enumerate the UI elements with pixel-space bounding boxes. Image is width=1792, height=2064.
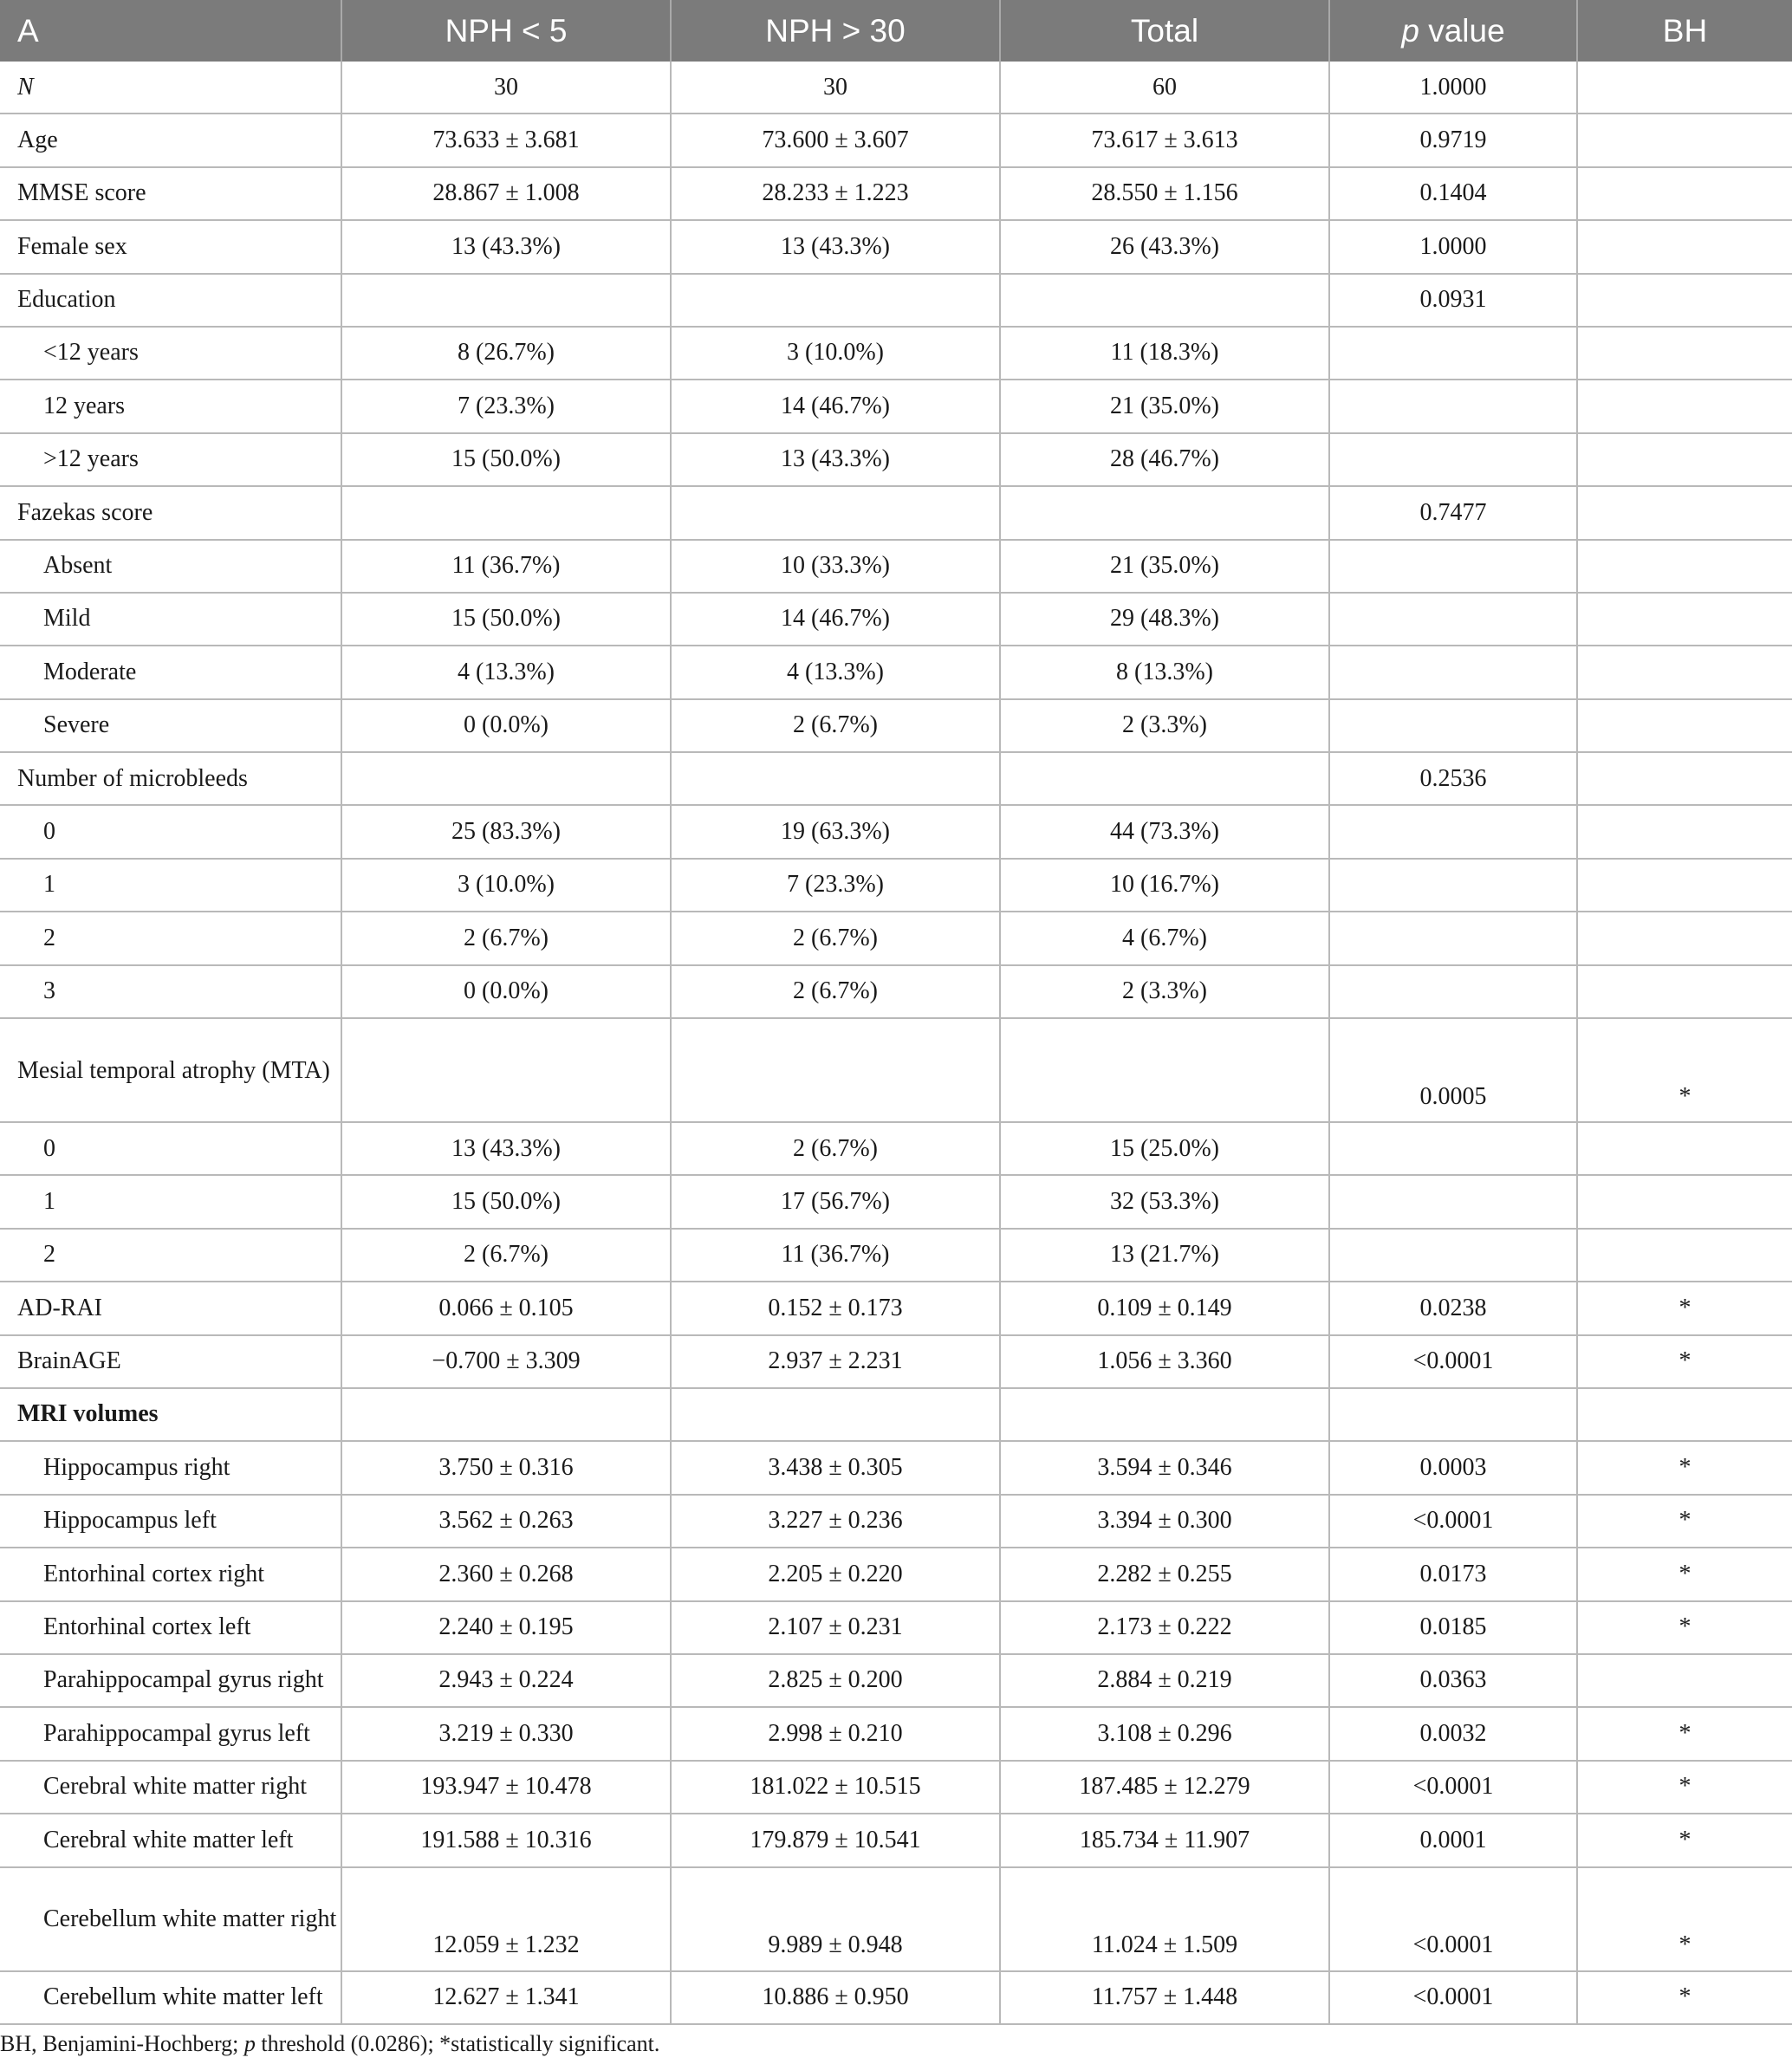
cell-nph-high: 19 (63.3%) bbox=[671, 805, 1000, 858]
cell-nph-high: 181.022 ± 10.515 bbox=[671, 1761, 1000, 1814]
cell-nph-low: 73.633 ± 3.681 bbox=[341, 114, 671, 166]
table-row bbox=[0, 859, 1792, 912]
row-label: Age bbox=[0, 114, 341, 166]
table-row bbox=[0, 1867, 1792, 1971]
cell-bh bbox=[1577, 540, 1792, 593]
cell-nph-high: 3.227 ± 0.236 bbox=[671, 1495, 1000, 1548]
cell-nph-high: 9.989 ± 0.948 bbox=[671, 1867, 1000, 1971]
cell-total: 3.394 ± 0.300 bbox=[1000, 1495, 1329, 1548]
cell-nph-low: 2 (6.7%) bbox=[341, 1229, 671, 1282]
table-row bbox=[0, 699, 1792, 752]
cell-total: 21 (35.0%) bbox=[1000, 540, 1329, 593]
cell-bh bbox=[1577, 167, 1792, 220]
header-p-italic: p bbox=[1401, 12, 1419, 49]
cell-nph-high: 11 (36.7%) bbox=[671, 1229, 1000, 1282]
row-label: Education bbox=[0, 274, 341, 327]
cell-bh bbox=[1577, 593, 1792, 646]
cell-bh: * bbox=[1577, 1548, 1792, 1600]
cell-total: 10 (16.7%) bbox=[1000, 859, 1329, 912]
cell-p-value: <0.0001 bbox=[1329, 1495, 1577, 1548]
cell-bh bbox=[1577, 1388, 1792, 1441]
cell-bh bbox=[1577, 752, 1792, 805]
table-row bbox=[0, 540, 1792, 593]
cell-bh bbox=[1577, 380, 1792, 432]
cell-nph-low: 2.240 ± 0.195 bbox=[341, 1601, 671, 1654]
cell-p-value: 0.0363 bbox=[1329, 1654, 1577, 1707]
cell-p-value: 0.0238 bbox=[1329, 1282, 1577, 1334]
cell-bh bbox=[1577, 1654, 1792, 1707]
table-row bbox=[0, 62, 1792, 114]
cell-bh: * bbox=[1577, 1441, 1792, 1494]
cell-total: 8 (13.3%) bbox=[1000, 646, 1329, 698]
row-label: Parahippocampal gyrus left bbox=[0, 1707, 341, 1760]
cell-nph-high: 3.438 ± 0.305 bbox=[671, 1441, 1000, 1494]
row-label: Cerebral white matter left bbox=[0, 1814, 341, 1866]
cell-p-value bbox=[1329, 1175, 1577, 1228]
cell-p-value: <0.0001 bbox=[1329, 1971, 1577, 2024]
cell-nph-high: 30 bbox=[671, 62, 1000, 114]
table-row bbox=[0, 1707, 1792, 1760]
cell-nph-low: 11 (36.7%) bbox=[341, 540, 671, 593]
cell-bh bbox=[1577, 646, 1792, 698]
cell-nph-low bbox=[341, 752, 671, 805]
table-row bbox=[0, 1335, 1792, 1388]
row-label: N bbox=[0, 62, 341, 114]
cell-total: 11.024 ± 1.509 bbox=[1000, 1867, 1329, 1971]
cell-p-value bbox=[1329, 805, 1577, 858]
cell-nph-high bbox=[671, 1388, 1000, 1441]
header-nph-low: NPH < 5 bbox=[341, 0, 671, 62]
cell-p-value bbox=[1329, 699, 1577, 752]
cell-bh bbox=[1577, 1175, 1792, 1228]
row-label: MMSE score bbox=[0, 167, 341, 220]
table-row bbox=[0, 1388, 1792, 1441]
table-header-row bbox=[0, 0, 1792, 62]
row-label: 0 bbox=[0, 1122, 341, 1175]
row-label: Fazekas score bbox=[0, 486, 341, 539]
cell-nph-high: 2.825 ± 0.200 bbox=[671, 1654, 1000, 1707]
cell-total bbox=[1000, 1018, 1329, 1122]
cell-total: 1.056 ± 3.360 bbox=[1000, 1335, 1329, 1388]
header-bh: BH bbox=[1577, 0, 1792, 62]
row-label: Mild bbox=[0, 593, 341, 646]
row-label: Cerebellum white matter right bbox=[0, 1867, 341, 1971]
row-label: Hippocampus left bbox=[0, 1495, 341, 1548]
cell-p-value bbox=[1329, 433, 1577, 486]
cell-bh: * bbox=[1577, 1282, 1792, 1334]
cell-nph-high: 7 (23.3%) bbox=[671, 859, 1000, 912]
cell-total: 60 bbox=[1000, 62, 1329, 114]
cell-bh: * bbox=[1577, 1335, 1792, 1388]
cell-total: 21 (35.0%) bbox=[1000, 380, 1329, 432]
cell-nph-low: −0.700 ± 3.309 bbox=[341, 1335, 671, 1388]
cell-nph-high: 2 (6.7%) bbox=[671, 965, 1000, 1018]
cell-bh bbox=[1577, 1229, 1792, 1282]
cell-nph-low: 12.059 ± 1.232 bbox=[341, 1867, 671, 1971]
table-row bbox=[0, 486, 1792, 539]
cell-nph-high bbox=[671, 1018, 1000, 1122]
cell-bh: * bbox=[1577, 1761, 1792, 1814]
cell-bh bbox=[1577, 62, 1792, 114]
row-label: 2 bbox=[0, 912, 341, 964]
cell-nph-low: 8 (26.7%) bbox=[341, 327, 671, 380]
cell-p-value bbox=[1329, 327, 1577, 380]
table-row bbox=[0, 646, 1792, 698]
header-p-value bbox=[1329, 0, 1577, 62]
cell-nph-low: 13 (43.3%) bbox=[341, 220, 671, 273]
cell-p-value bbox=[1329, 965, 1577, 1018]
cell-total: 29 (48.3%) bbox=[1000, 593, 1329, 646]
cell-p-value bbox=[1329, 646, 1577, 698]
cell-total: 26 (43.3%) bbox=[1000, 220, 1329, 273]
row-label: >12 years bbox=[0, 433, 341, 486]
row-label: 2 bbox=[0, 1229, 341, 1282]
cell-total: 73.617 ± 3.613 bbox=[1000, 114, 1329, 166]
table-row bbox=[0, 1495, 1792, 1548]
cell-total bbox=[1000, 274, 1329, 327]
header-panel-label: A bbox=[0, 0, 341, 62]
cell-nph-low: 28.867 ± 1.008 bbox=[341, 167, 671, 220]
table-row bbox=[0, 380, 1792, 432]
table-row bbox=[0, 1122, 1792, 1175]
cell-nph-low: 193.947 ± 10.478 bbox=[341, 1761, 671, 1814]
cell-p-value: 1.0000 bbox=[1329, 62, 1577, 114]
cell-p-value: <0.0001 bbox=[1329, 1761, 1577, 1814]
cell-total: 0.109 ± 0.149 bbox=[1000, 1282, 1329, 1334]
cell-total: 2 (3.3%) bbox=[1000, 965, 1329, 1018]
cell-p-value bbox=[1329, 1122, 1577, 1175]
row-label: MRI volumes bbox=[0, 1388, 341, 1441]
table-row bbox=[0, 114, 1792, 166]
row-label: Cerebellum white matter left bbox=[0, 1971, 341, 2024]
cell-p-value bbox=[1329, 593, 1577, 646]
footnote-part2: threshold (0.0286); *statistically significant. bbox=[255, 2031, 660, 2056]
cell-bh bbox=[1577, 274, 1792, 327]
cell-bh bbox=[1577, 1122, 1792, 1175]
cell-bh bbox=[1577, 220, 1792, 273]
table-footnote bbox=[0, 2031, 659, 2057]
cell-nph-high bbox=[671, 752, 1000, 805]
table-row bbox=[0, 912, 1792, 964]
cell-nph-low: 3.562 ± 0.263 bbox=[341, 1495, 671, 1548]
cell-bh bbox=[1577, 114, 1792, 166]
cell-nph-low: 13 (43.3%) bbox=[341, 1122, 671, 1175]
cell-nph-high bbox=[671, 274, 1000, 327]
cell-p-value: 0.0003 bbox=[1329, 1441, 1577, 1494]
cell-p-value: <0.0001 bbox=[1329, 1867, 1577, 1971]
cell-total: 44 (73.3%) bbox=[1000, 805, 1329, 858]
cell-nph-low: 191.588 ± 10.316 bbox=[341, 1814, 671, 1866]
cell-bh bbox=[1577, 912, 1792, 964]
cell-nph-high: 0.152 ± 0.173 bbox=[671, 1282, 1000, 1334]
cell-nph-high bbox=[671, 486, 1000, 539]
table-row bbox=[0, 805, 1792, 858]
cell-bh bbox=[1577, 486, 1792, 539]
cell-p-value: 0.0173 bbox=[1329, 1548, 1577, 1600]
table-row bbox=[0, 593, 1792, 646]
row-label: Mesial temporal atrophy (MTA) bbox=[0, 1018, 341, 1122]
cell-nph-high: 10.886 ± 0.950 bbox=[671, 1971, 1000, 2024]
row-label: AD-RAI bbox=[0, 1282, 341, 1334]
cell-p-value bbox=[1329, 1388, 1577, 1441]
cell-nph-high: 2 (6.7%) bbox=[671, 1122, 1000, 1175]
table-row bbox=[0, 1175, 1792, 1228]
cell-p-value: 0.0032 bbox=[1329, 1707, 1577, 1760]
cell-nph-high: 73.600 ± 3.607 bbox=[671, 114, 1000, 166]
cell-nph-high: 2 (6.7%) bbox=[671, 699, 1000, 752]
cell-nph-low: 0.066 ± 0.105 bbox=[341, 1282, 671, 1334]
table-row bbox=[0, 1654, 1792, 1707]
cell-nph-low bbox=[341, 1388, 671, 1441]
cell-bh: * bbox=[1577, 1867, 1792, 1971]
table-row bbox=[0, 1018, 1792, 1122]
cell-nph-low: 7 (23.3%) bbox=[341, 380, 671, 432]
table-row bbox=[0, 1814, 1792, 1866]
cell-nph-low: 15 (50.0%) bbox=[341, 1175, 671, 1228]
cell-p-value: 0.0185 bbox=[1329, 1601, 1577, 1654]
row-label: Severe bbox=[0, 699, 341, 752]
cell-nph-high: 2.205 ± 0.220 bbox=[671, 1548, 1000, 1600]
cell-p-value: 0.0931 bbox=[1329, 274, 1577, 327]
cell-total bbox=[1000, 486, 1329, 539]
cell-total: 2.884 ± 0.219 bbox=[1000, 1654, 1329, 1707]
cell-total: 13 (21.7%) bbox=[1000, 1229, 1329, 1282]
cell-bh bbox=[1577, 327, 1792, 380]
cell-p-value: 1.0000 bbox=[1329, 220, 1577, 273]
cell-nph-low: 3.219 ± 0.330 bbox=[341, 1707, 671, 1760]
cell-p-value: 0.9719 bbox=[1329, 114, 1577, 166]
cell-total: 32 (53.3%) bbox=[1000, 1175, 1329, 1228]
cell-nph-high: 10 (33.3%) bbox=[671, 540, 1000, 593]
cell-total: 2.173 ± 0.222 bbox=[1000, 1601, 1329, 1654]
table-row bbox=[0, 1761, 1792, 1814]
cell-bh: * bbox=[1577, 1601, 1792, 1654]
cell-bh: * bbox=[1577, 1495, 1792, 1548]
cell-nph-low: 3 (10.0%) bbox=[341, 859, 671, 912]
cell-nph-high: 3 (10.0%) bbox=[671, 327, 1000, 380]
table-row bbox=[0, 752, 1792, 805]
cell-nph-high: 2.998 ± 0.210 bbox=[671, 1707, 1000, 1760]
row-label: Number of microbleeds bbox=[0, 752, 341, 805]
cell-bh: * bbox=[1577, 1814, 1792, 1866]
cell-nph-high: 13 (43.3%) bbox=[671, 220, 1000, 273]
row-label: 12 years bbox=[0, 380, 341, 432]
row-label: 1 bbox=[0, 1175, 341, 1228]
cell-nph-low: 3.750 ± 0.316 bbox=[341, 1441, 671, 1494]
cell-nph-high: 4 (13.3%) bbox=[671, 646, 1000, 698]
cell-nph-high: 2.107 ± 0.231 bbox=[671, 1601, 1000, 1654]
table-row bbox=[0, 220, 1792, 273]
cell-p-value bbox=[1329, 540, 1577, 593]
row-label: Entorhinal cortex left bbox=[0, 1601, 341, 1654]
cell-nph-low: 2.360 ± 0.268 bbox=[341, 1548, 671, 1600]
table-row bbox=[0, 1282, 1792, 1334]
cell-nph-low: 2.943 ± 0.224 bbox=[341, 1654, 671, 1707]
cell-nph-low: 15 (50.0%) bbox=[341, 593, 671, 646]
cell-p-value: 0.0005 bbox=[1329, 1018, 1577, 1122]
cell-total: 3.594 ± 0.346 bbox=[1000, 1441, 1329, 1494]
cell-nph-low: 2 (6.7%) bbox=[341, 912, 671, 964]
cell-nph-high: 2 (6.7%) bbox=[671, 912, 1000, 964]
cell-nph-high: 17 (56.7%) bbox=[671, 1175, 1000, 1228]
table-row bbox=[0, 433, 1792, 486]
row-label: 3 bbox=[0, 965, 341, 1018]
row-label: Parahippocampal gyrus right bbox=[0, 1654, 341, 1707]
cell-nph-low: 0 (0.0%) bbox=[341, 699, 671, 752]
cell-bh: * bbox=[1577, 1018, 1792, 1122]
cell-nph-high: 13 (43.3%) bbox=[671, 433, 1000, 486]
cell-p-value: 0.2536 bbox=[1329, 752, 1577, 805]
row-label: 0 bbox=[0, 805, 341, 858]
cell-nph-high: 179.879 ± 10.541 bbox=[671, 1814, 1000, 1866]
row-label: BrainAGE bbox=[0, 1335, 341, 1388]
cell-p-value bbox=[1329, 380, 1577, 432]
cell-p-value: 0.0001 bbox=[1329, 1814, 1577, 1866]
cell-nph-low bbox=[341, 1018, 671, 1122]
cell-total bbox=[1000, 1388, 1329, 1441]
footnote-part1: BH, Benjamini-Hochberg; bbox=[0, 2031, 244, 2056]
cell-total bbox=[1000, 752, 1329, 805]
cell-nph-high: 2.937 ± 2.231 bbox=[671, 1335, 1000, 1388]
table-row bbox=[0, 965, 1792, 1018]
cell-bh bbox=[1577, 859, 1792, 912]
row-label: Entorhinal cortex right bbox=[0, 1548, 341, 1600]
header-total: Total bbox=[1000, 0, 1329, 62]
cell-nph-low: 30 bbox=[341, 62, 671, 114]
table-row bbox=[0, 1601, 1792, 1654]
cell-total: 2 (3.3%) bbox=[1000, 699, 1329, 752]
row-label: Female sex bbox=[0, 220, 341, 273]
table-row bbox=[0, 1441, 1792, 1494]
row-label: Moderate bbox=[0, 646, 341, 698]
cell-total: 28.550 ± 1.156 bbox=[1000, 167, 1329, 220]
row-label: 1 bbox=[0, 859, 341, 912]
row-label: Hippocampus right bbox=[0, 1441, 341, 1494]
cell-p-value bbox=[1329, 1229, 1577, 1282]
row-label: Cerebral white matter right bbox=[0, 1761, 341, 1814]
cell-nph-low: 15 (50.0%) bbox=[341, 433, 671, 486]
row-label: <12 years bbox=[0, 327, 341, 380]
cell-nph-low bbox=[341, 486, 671, 539]
table-row bbox=[0, 167, 1792, 220]
table-row bbox=[0, 274, 1792, 327]
cell-bh bbox=[1577, 699, 1792, 752]
cell-nph-high: 28.233 ± 1.223 bbox=[671, 167, 1000, 220]
cell-bh bbox=[1577, 965, 1792, 1018]
cell-nph-low: 12.627 ± 1.341 bbox=[341, 1971, 671, 2024]
footnote-p-italic: p bbox=[243, 2031, 256, 2056]
cell-total: 4 (6.7%) bbox=[1000, 912, 1329, 964]
cell-nph-low: 0 (0.0%) bbox=[341, 965, 671, 1018]
cell-p-value: 0.7477 bbox=[1329, 486, 1577, 539]
cell-total: 28 (46.7%) bbox=[1000, 433, 1329, 486]
cell-nph-low: 25 (83.3%) bbox=[341, 805, 671, 858]
cell-bh bbox=[1577, 805, 1792, 858]
cell-nph-high: 14 (46.7%) bbox=[671, 380, 1000, 432]
table-row bbox=[0, 327, 1792, 380]
header-nph-high: NPH > 30 bbox=[671, 0, 1000, 62]
table-row bbox=[0, 1548, 1792, 1600]
cell-p-value: <0.0001 bbox=[1329, 1335, 1577, 1388]
table-row bbox=[0, 1229, 1792, 1282]
table-body bbox=[0, 62, 1792, 2024]
cell-bh: * bbox=[1577, 1971, 1792, 2024]
cell-bh bbox=[1577, 433, 1792, 486]
header-p-value-text: value bbox=[1428, 12, 1505, 49]
cell-nph-low bbox=[341, 274, 671, 327]
cell-p-value bbox=[1329, 859, 1577, 912]
cell-total: 185.734 ± 11.907 bbox=[1000, 1814, 1329, 1866]
cell-nph-high: 14 (46.7%) bbox=[671, 593, 1000, 646]
cell-bh: * bbox=[1577, 1707, 1792, 1760]
cell-nph-low: 4 (13.3%) bbox=[341, 646, 671, 698]
cell-total: 3.108 ± 0.296 bbox=[1000, 1707, 1329, 1760]
row-label: Absent bbox=[0, 540, 341, 593]
cell-p-value bbox=[1329, 912, 1577, 964]
cell-total: 11 (18.3%) bbox=[1000, 327, 1329, 380]
cell-total: 2.282 ± 0.255 bbox=[1000, 1548, 1329, 1600]
cell-total: 15 (25.0%) bbox=[1000, 1122, 1329, 1175]
table-row bbox=[0, 1971, 1792, 2024]
cell-total: 11.757 ± 1.448 bbox=[1000, 1971, 1329, 2024]
cell-p-value: 0.1404 bbox=[1329, 167, 1577, 220]
cell-total: 187.485 ± 12.279 bbox=[1000, 1761, 1329, 1814]
